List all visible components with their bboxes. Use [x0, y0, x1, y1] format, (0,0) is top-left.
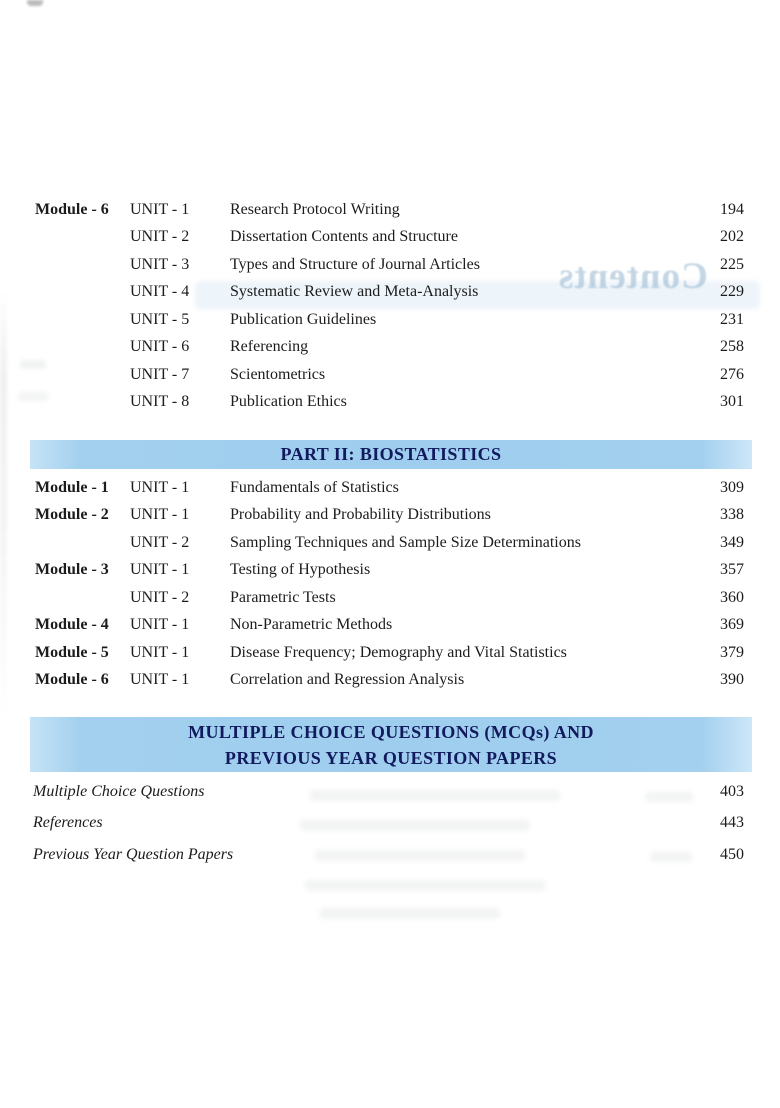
- page-number: 194: [720, 200, 744, 218]
- unit-label: UNIT - 1: [130, 671, 190, 689]
- page-number: 276: [720, 365, 744, 383]
- module-label: Module - 5: [35, 643, 109, 661]
- unit-title: Scientometrics: [230, 365, 326, 383]
- unit-title: Non-Parametric Methods: [230, 616, 393, 634]
- scan-artifact-top-notch: [27, 0, 43, 6]
- page-number: 309: [720, 478, 744, 496]
- unit-label: UNIT - 1: [130, 506, 190, 524]
- toc-row: [0, 612, 780, 640]
- module-label: Module - 4: [35, 616, 109, 634]
- unit-label: UNIT - 6: [130, 338, 190, 356]
- toc-row: [0, 529, 780, 557]
- page-number: 349: [720, 533, 744, 551]
- page-number: 231: [720, 310, 744, 328]
- toc-row: [0, 667, 780, 695]
- show-through-text-artifact: [320, 908, 500, 919]
- toc-row: [0, 502, 780, 530]
- toc-row: [0, 584, 780, 612]
- unit-title: Probability and Probability Distributions: [230, 506, 491, 524]
- unit-title: Dissertation Contents and Structure: [230, 228, 458, 246]
- unit-label: UNIT - 1: [130, 478, 190, 496]
- page-number: 450: [720, 845, 744, 863]
- part2-banner: [30, 440, 752, 469]
- unit-label: UNIT - 2: [130, 228, 190, 246]
- toc-row: [0, 474, 780, 502]
- page-number: 443: [720, 814, 744, 832]
- module-label: Module - 3: [35, 561, 109, 579]
- page-number: 390: [720, 671, 744, 689]
- unit-title: Correlation and Regression Analysis: [230, 671, 465, 689]
- toc-row: [0, 334, 780, 362]
- toc-row: [0, 389, 780, 417]
- mcq-list: [0, 776, 780, 871]
- module-label: Module - 1: [35, 478, 109, 496]
- page-number: 357: [720, 561, 744, 579]
- unit-title: Publication Ethics: [230, 393, 347, 411]
- unit-label: UNIT - 8: [130, 393, 190, 411]
- part2-toc: [0, 474, 780, 694]
- unit-label: UNIT - 7: [130, 365, 190, 383]
- unit-title: Parametric Tests: [230, 588, 336, 606]
- module-label: Module - 6: [35, 200, 109, 218]
- unit-title: Research Protocol Writing: [230, 200, 400, 218]
- toc-row: [0, 306, 780, 334]
- unit-label: UNIT - 4: [130, 283, 190, 301]
- unit-label: UNIT - 1: [130, 643, 190, 661]
- mcq-title: Previous Year Question Papers: [33, 845, 234, 863]
- show-through-text-artifact: [305, 880, 545, 891]
- part1-toc: [0, 196, 780, 416]
- page-number: 229: [720, 283, 744, 301]
- mcq-row: [0, 776, 780, 808]
- unit-title: Systematic Review and Meta-Analysis: [230, 283, 479, 301]
- toc-row: [0, 279, 780, 307]
- mcq-title: References: [33, 814, 103, 832]
- unit-title: Publication Guidelines: [230, 310, 377, 328]
- module-label: Module - 6: [35, 671, 109, 689]
- unit-label: UNIT - 1: [130, 616, 190, 634]
- mcq-banner: [30, 717, 752, 772]
- page-number: 301: [720, 393, 744, 411]
- module-label: Module - 2: [35, 506, 109, 524]
- page-number: 403: [720, 782, 744, 800]
- mcq-row: [0, 808, 780, 840]
- mcq-banner-line-1: MULTIPLE CHOICE QUESTIONS (MCQs) AND: [188, 721, 594, 742]
- page-number: 379: [720, 643, 744, 661]
- unit-title: Sampling Techniques and Sample Size Determinations: [230, 533, 581, 551]
- page-number: 369: [720, 616, 744, 634]
- page-number: 202: [720, 228, 744, 246]
- toc-row: [0, 224, 780, 252]
- show-through-watermark-text: Contents: [558, 256, 708, 297]
- unit-label: UNIT - 1: [130, 561, 190, 579]
- mcq-banner-line-2: PREVIOUS YEAR QUESTION PAPERS: [224, 747, 558, 768]
- page-number: 338: [720, 506, 744, 524]
- unit-title: Testing of Hypothesis: [230, 561, 371, 579]
- part2-banner-title: PART II: BIOSTATISTICS: [280, 444, 502, 464]
- unit-label: UNIT - 3: [130, 255, 190, 273]
- unit-title: Disease Frequency; Demography and Vital Statistics: [230, 643, 567, 661]
- unit-label: UNIT - 2: [130, 533, 190, 551]
- unit-label: UNIT - 2: [130, 588, 190, 606]
- page-number: 258: [720, 338, 744, 356]
- toc-row: [0, 251, 780, 279]
- unit-label: UNIT - 1: [130, 200, 190, 218]
- toc-row: [0, 557, 780, 585]
- unit-title: Referencing: [230, 338, 309, 356]
- toc-row: [0, 361, 780, 389]
- unit-title: Fundamentals of Statistics: [230, 478, 399, 496]
- mcq-title: Multiple Choice Questions: [33, 782, 205, 800]
- page-number: 225: [720, 255, 744, 273]
- page-number: 360: [720, 588, 744, 606]
- mcq-row: [0, 839, 780, 871]
- unit-title: Types and Structure of Journal Articles: [230, 255, 480, 273]
- unit-label: UNIT - 5: [130, 310, 190, 328]
- toc-row: [0, 196, 780, 224]
- toc-row: [0, 639, 780, 667]
